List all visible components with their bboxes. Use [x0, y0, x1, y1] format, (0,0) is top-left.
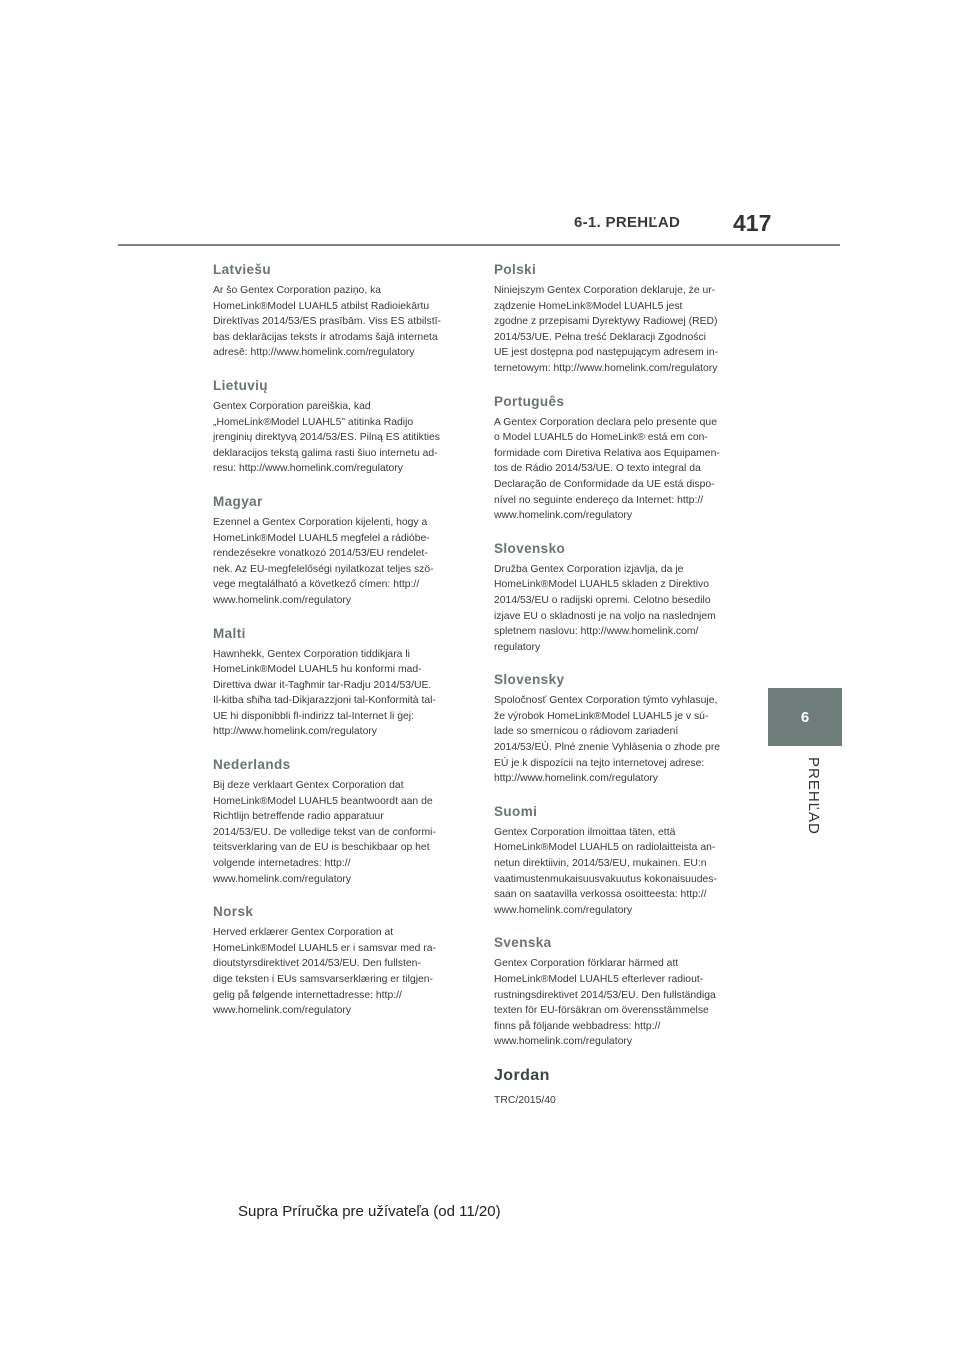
- section-heading: Suomi: [494, 803, 538, 819]
- section-heading: Lietuvių: [213, 377, 268, 393]
- section-lietuviu: [213, 378, 471, 477]
- section-heading: Português: [494, 393, 565, 409]
- section-body: Družba Gentex Corporation izjavlja, da je HomeLink®Model LUAHL5 skladen z Direktivo 2014/53/EU o radijski opremi. Celotno besedilo izjave EU o skladnosti je na voljo na naslednjem spletnem naslovu: http://www.homelink.com/ regulatory: [494, 563, 716, 653]
- section-heading: Magyar: [213, 493, 263, 509]
- chapter-number: 6: [800, 708, 810, 726]
- section-heading: Latviešu: [213, 262, 271, 277]
- section-heading: Slovensky: [494, 672, 565, 688]
- section-suomi: [494, 804, 752, 919]
- right-column: [494, 262, 752, 1126]
- section-body: Ar šo Gentex Corporation paziņo, ka HomeLink®Model LUAHL5 atbilst Radioiekārtu Direktīvas 2014/53/ES prasībām. Viss ES atbilstī- bas deklarācijas teksts ir atrodams šajā interneta adresē: http://www.homelink.com/regulatory: [213, 285, 441, 359]
- section-slovensko: [494, 541, 752, 656]
- section-heading: Slovensko: [494, 540, 566, 556]
- section-title: 6-1. PREHĽAD: [574, 214, 681, 231]
- section-body: Gentex Corporation ilmoittaa täten, että HomeLink®Model LUAHL5 on radiolaitteista an- netun direktiivin, 2014/53/EU, mukainen. EU:n vaatimustenmukaisuusvakuutus kokonaisuudes- saan on saatavilla verkossa osoitteesta: http:// www.homelink.com/regulatory: [494, 826, 717, 916]
- section-heading: Norsk: [213, 904, 254, 920]
- section-heading: Nederlands: [213, 757, 291, 773]
- section-portugues: [494, 394, 752, 524]
- section-body: Gentex Corporation pareiškia, kad „HomeLink®Model LUAHL5" atitinka Radijo įrenginių direktyvą 2014/53/ES. Pilną ES atitikties deklaracijos tekstą galima rasti šiuo internetu ad- resu: http://www.homelink.com/regulatory: [213, 400, 440, 475]
- section-norsk: [213, 904, 471, 1019]
- chapter-tab: [768, 688, 842, 746]
- section-body: Herved erklærer Gentex Corporation at HomeLink®Model LUAHL5 er i samsvar med ra- dioutstyrsdirektivet 2014/53/EU. Den fullsten- dige teksten i EUs samsvarserklæring er tilgjen- gelig på følgende internettadresse: http:// www.homelink.com/regulatory: [213, 927, 437, 1017]
- section-body: Spoločnosť Gentex Corporation týmto vyhlasuje, že výrobok HomeLink®Model LUAHL5 je v sú- lade so smernicou o rádiovom zariadení 2014/53/EÚ. Plné znenie Vyhlásenia o zhode pre EÚ je k dispozícii na tejto internetovej adrese: http://www.homelink.com/regulatory: [494, 695, 721, 785]
- section-polski: [494, 262, 752, 377]
- section-body: TRC/2015/40: [494, 1094, 556, 1106]
- section-heading: Malti: [213, 625, 246, 641]
- section-heading: Polski: [494, 262, 537, 277]
- section-jordan: [494, 1067, 752, 1109]
- section-latviesu: [213, 262, 471, 361]
- section-body: Bij deze verklaart Gentex Corporation dat HomeLink®Model LUAHL5 beantwoordt aan de Richtlijn betreffende radio apparatuur 2014/53/EU. De volledige tekst van de conformi- teitsverklaring van de EU is beschikbaar op het volgende internetadres: http:// www.homelink.com/regulatory: [213, 780, 436, 885]
- section-malti: [213, 626, 471, 741]
- section-body: Niniejszym Gentex Corporation deklaruje, że ur- ządzenie HomeLink®Model LUAHL5 jest zgodne z przepisami Dyrektywy Radiowej (RED) 2014/53/UE. Pełna treść Deklaracji Zgodności UE jest dostępna pod następującym adresem in- ternetowym: http://www.homelink.com/regulatory: [494, 285, 719, 374]
- section-heading: Svenska: [494, 935, 552, 951]
- chapter-label: PREHĽAD: [805, 757, 822, 835]
- section-slovensky: [494, 672, 752, 787]
- section-svenska: [494, 935, 752, 1050]
- section-body: Ezennel a Gentex Corporation kijelenti, hogy a HomeLink®Model LUAHL5 megfelel a rádióbe- rendezésekre vonatkozó 2014/53/EU rendelet- nek. Az EU-megfelelőségi nyilatkozat teljes szö- vege megtalálható a következő címen: http:// www.homelink.com/regulatory: [213, 516, 434, 606]
- section-body: Gentex Corporation förklarar härmed att HomeLink®Model LUAHL5 efterlever radiout- rustningsdirektivet 2014/53/EU. Den fullständiga texten för EU-försäkran om överensstämmelse finns på följande webbadress: http:// www.homelink.com/regulatory: [494, 958, 716, 1048]
- section-magyar: [213, 494, 471, 609]
- section-body: A Gentex Corporation declara pelo presente que o Model LUAHL5 do HomeLink® está em con- formidade com Diretiva Relativa aos Equipamen- tos de Rádio 2014/53/UE. O texto integral da Declaração de Conformidade da UE está dispo- nível no seguinte endereço da Internet: http:// www.homelink.com/regulatory: [494, 416, 720, 522]
- section-nederlands: [213, 757, 471, 887]
- section-body: Hawnhekk, Gentex Corporation tiddikjara li HomeLink®Model LUAHL5 hu konformi mad- Direttiva dwar it-Tagħmir tar-Radju 2014/53/UE. Il-kitba sħiħa tad-Dikjarazzjoni tal-Konformità tal- UE hi disponibbli fl-indirizz tal-Internet li ġej: http://www.homelink.com/regulatory: [213, 648, 436, 738]
- left-column: [213, 262, 471, 1036]
- page-number: 417: [733, 210, 772, 236]
- header-rule: [118, 244, 840, 246]
- section-heading: Jordan: [494, 1066, 550, 1084]
- footer-text: Supra Príručka pre užívateľa (od 11/20): [238, 1203, 501, 1220]
